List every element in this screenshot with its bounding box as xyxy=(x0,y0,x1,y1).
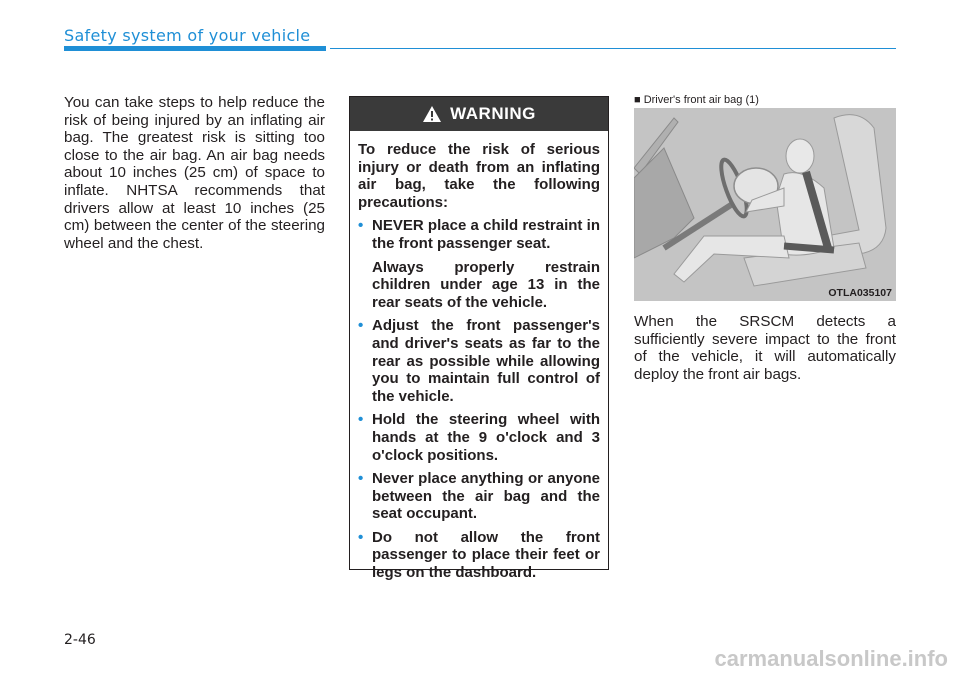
warning-item-text: Do not allow the front passenger to place their feet or legs on the dashboard. xyxy=(372,528,600,582)
bullet-icon: • xyxy=(358,317,364,335)
warning-item-text: Hold the steering wheel with hands at the 9 o'clock and 3 o'clock positions. xyxy=(372,411,600,464)
warning-body xyxy=(350,131,608,582)
section-title: Safety system of your vehicle xyxy=(64,26,311,45)
airbag-illustration-drawing xyxy=(634,108,896,301)
warning-item-text: Adjust the front passenger's and driver's seats as far to the rear as possible while allowing you to maintain full control of the vehicle. xyxy=(372,317,600,405)
airbag-illustration xyxy=(634,108,896,301)
bullet-icon: • xyxy=(358,411,364,429)
warning-item xyxy=(358,317,600,405)
page-number: 2-46 xyxy=(64,632,96,648)
warning-title: WARNING xyxy=(450,104,536,123)
warning-triangle-icon xyxy=(422,105,442,123)
warning-header xyxy=(350,97,608,131)
header-rule-thick xyxy=(64,46,326,51)
warning-intro: To reduce the risk of serious injury or death from an inflating air bag, take the following precautions: xyxy=(358,141,600,211)
bullet-icon: • xyxy=(358,217,364,235)
bullet-icon: • xyxy=(358,528,364,546)
figure-caption: ■ Driver's front air bag (1) xyxy=(634,94,759,106)
warning-box xyxy=(349,96,609,582)
warning-item xyxy=(358,470,600,523)
warning-item-subtext: Always properly restrain children under age 13 in the rear seats of the vehicle. xyxy=(372,258,600,311)
figure-code: OTLA035107 xyxy=(828,287,892,299)
bullet-icon: • xyxy=(358,470,364,488)
warning-item-text: Never place anything or anyone between the air bag and the seat occupant. xyxy=(372,470,600,523)
warning-item xyxy=(358,217,600,311)
header-rule-thin xyxy=(330,48,896,49)
warning-list xyxy=(358,217,600,581)
watermark: carmanualsonline.info xyxy=(714,646,948,671)
left-column-paragraph: You can take steps to help reduce the risk of being injured by an inflating air bag. The greatest risk is sitting too close to the air bag. An air bag needs about 10 inches (25 cm) of space to inflate. NHTSA recommends that drivers allow at least 10 inches (25 cm) between the center of the steering wheel and the chest. xyxy=(64,94,325,252)
right-column-paragraph: When the SRSCM detects a sufficiently severe impact to the front of the vehicle, it will automatically deploy the front air bags. xyxy=(634,313,896,383)
warning-item-text: NEVER place a child restraint in the front passenger seat. xyxy=(372,217,600,252)
warning-item xyxy=(358,411,600,464)
warning-item xyxy=(358,529,600,582)
